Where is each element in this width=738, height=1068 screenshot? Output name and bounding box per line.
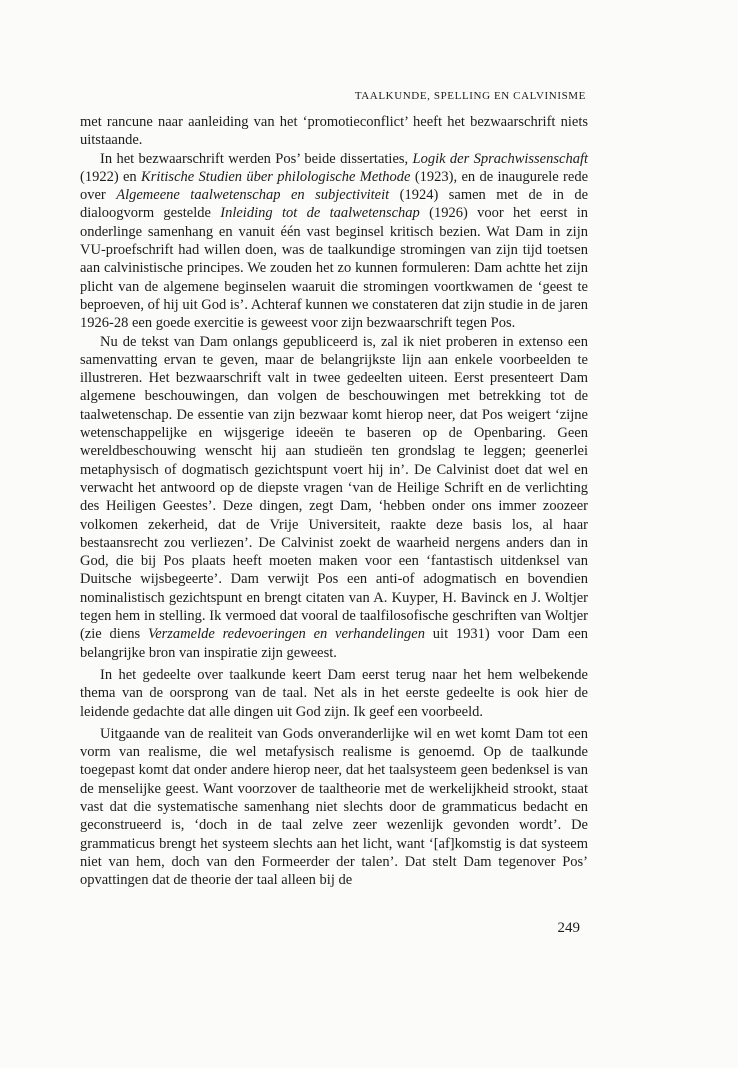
paragraph [80, 333, 588, 662]
italic-title: Algemeene taalwetenschap en subjectiviteit [116, 187, 390, 204]
running-head: TAALKUNDE, SPELLING EN CALVINISME [354, 90, 586, 102]
italic-title: Logik der Sprachwissenschaft [412, 150, 589, 167]
body-text [80, 113, 588, 889]
text-run: Uitgaande van de realiteit van Gods onveranderlijke wil en wet komt Dam tot een vorm van realisme, die wel metafysisch realisme is genoemd. Op de taalkunde toegepast komt dat onder andere hierop neer, dat het taalsysteem geen bedenksel is van de menselijke geest. Want voorzover de taaltheorie met de werkelijkheid strookt, staat vast dat die systematische samenhang niet slechts door de grammaticus bedacht en geconstrueerd is, ‘doch in de taal zelve zeer wezenlijk gevonden wordt’. De grammaticus brengt het systeem slechts aan het licht, want ‘[af]komstig is dat systeem niet van hem, doch van den Formeerder der talen’. Dat stelt Dam tegenover Pos’ opvattingen dat de theorie der taal alleen bij de [80, 725, 588, 889]
text-run: (1923), en de inaugurele rede over [80, 168, 589, 204]
text-run: (1924) samen met de in de dialoogvorm gestelde [80, 187, 589, 222]
text-run: (1922) en [80, 168, 142, 185]
text-run: In het bezwaarschrift werden Pos’ beide dissertaties, [100, 150, 413, 167]
italic-title: Kritische Studien über philologische Methode [141, 168, 411, 185]
text-run: In het gedeelte over taalkunde keert Dam eerst terug naar het hem welbekende thema van de oorsprong van de taal. Net als in het eerste gedeelte is ook hier de leidende gedachte dat alle dingen uit God zijn. Ik geef een voorbeeld. [80, 666, 588, 720]
paragraph [80, 150, 588, 333]
paragraph [80, 113, 588, 150]
text-run: (1926) voor het eerst in onderlinge samenhang en vanuit één vast beginsel kritisch bezien. Wat Dam in zijn VU-proefschrift had willen doen, was de taalkundige stromingen van zijn tijd toetsen aan calvinistische principes. We zouden het zo kunnen formuleren: Dam achtte het zijn plicht van de algemene beginselen waaruit die stromingen voortkwamen de ‘geest te beproeven, of hij uit God is’. Achteraf kunnen we constateren dat zijn studie in de jaren 1926-28 een goede exercitie is geweest voor zijn bezwaarschrift tegen Pos. [80, 205, 589, 332]
page-number: 249 [557, 920, 580, 936]
italic-title: Inleiding tot de taalwetenschap [220, 205, 420, 222]
paragraph [80, 666, 588, 721]
text-run: met rancune naar aanleiding van het ‘promotieconflict’ heeft het bezwaarschrift niets uitstaande. [80, 114, 588, 149]
text-run: Nu de tekst van Dam onlangs gepubliceerd is, zal ik niet proberen in extenso een samenvatting ervan te geven, maar de belangrijkste lijn aan enkele voorbeelden te illustreren. Het bezwaarschrift valt in twee gedeelten uiteen. Eerst presenteert Dam algemene beschouwingen, dan volgen de beschouwingen met betrekking tot de taalwetenschap. De essentie van zijn bezwaar komt hierop neer, dat Pos weigert ‘zijne wetenschappelijke en wijsgerige ideeën te baseren op de Openbaring. Geen wereldbeschouwing wenscht hij aan studieën ten grondslag te leggen; geenerlei metaphysisch of dogmatisch gezichtspunt voert hij in’. De Calvinist doet dat wel en verwacht het antwoord op de diepste vragen ‘van de Heilige Schrift en de verlichting des Heiligen Geestes’. Deze dingen, zegt Dam, ‘hebben onder ons immer zoozeer volkomen zekerheid, dat de Vrije Universiteit, raakte deze basis los, al haar bestaansrecht zou verliezen’. De Calvinist zoekt de waarheid nergens anders dan in God, die bij Pos plaats heeft moeten maken voor een ‘fantastisch uitdenksel van Duitsche wijsbegeerte’. Dam verwijt Pos een anti-of adogmatisch en bovendien nominalistisch gezichtspunt en brengt citaten van A. Kuyper, H. Bavinck en J. Woltjer tegen hem in stelling. Ik vermoed dat vooral de taalfilosofische geschriften van Woltjer (zie diens [80, 333, 588, 643]
paragraph [80, 725, 588, 890]
text-run: uit 1931) voor Dam een belangrijke bron van inspiratie zijn geweest. [80, 626, 588, 661]
italic-title: Verzamelde redevoeringen en verhandelingen [147, 626, 425, 643]
